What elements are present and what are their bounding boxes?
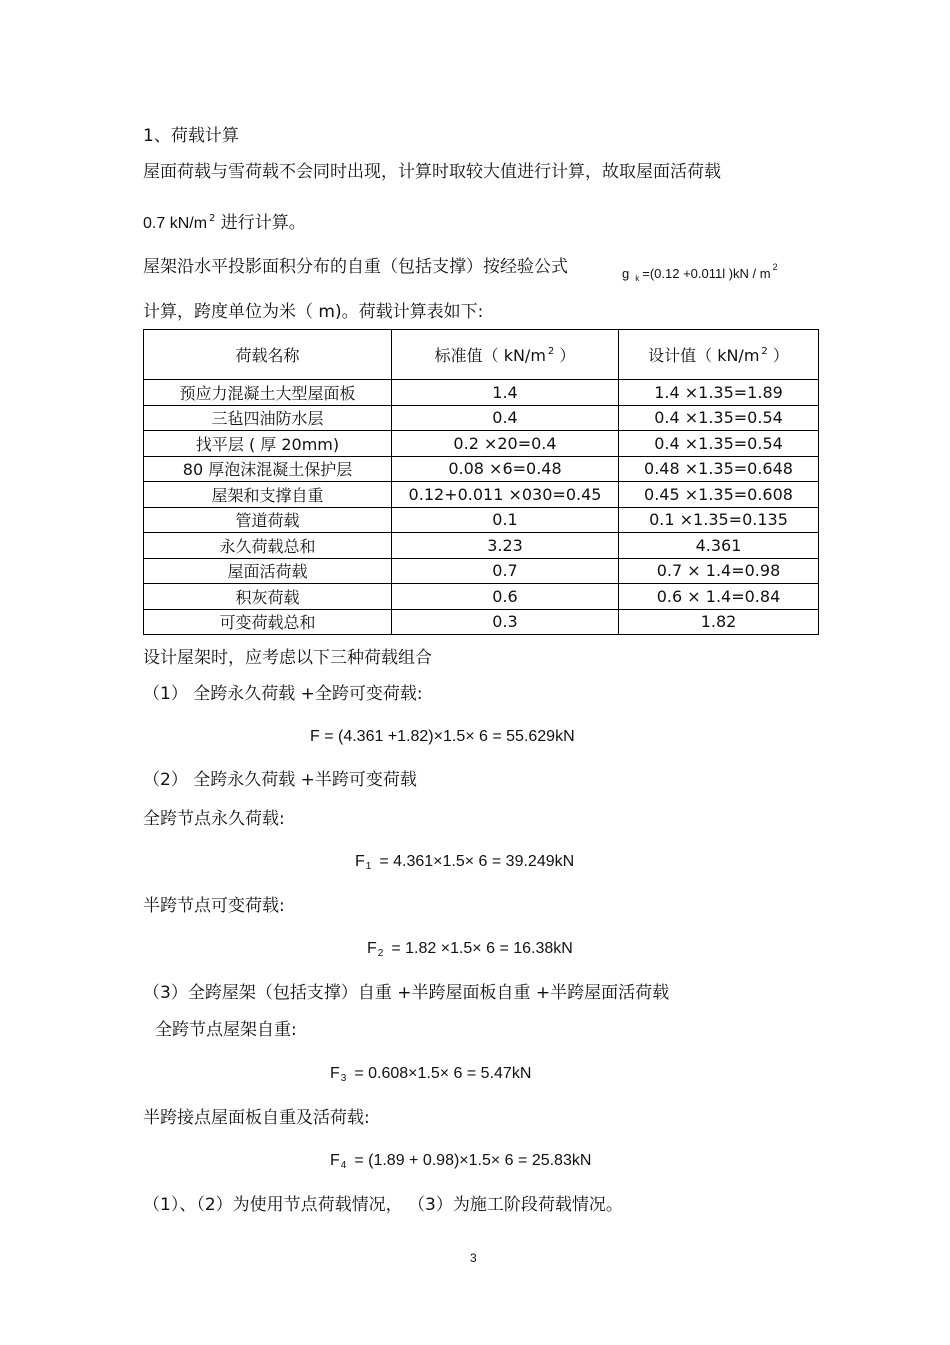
table-row <box>144 533 819 559</box>
cell-standard: 1.4 <box>392 380 619 406</box>
cell-name: 找平层 ( 厚 20mm) <box>144 431 392 457</box>
page-number: 3 <box>470 1251 477 1265</box>
formula-g: g <box>622 266 630 281</box>
equation-F3: $F_3 = 0.608\times 1.5\times 6 = 5.47kN$ <box>330 1065 532 1084</box>
full-span-truss-label: 全跨节点屋架自重: <box>155 1020 297 1040</box>
cell-name: 预应力混凝土大型屋面板 <box>144 380 392 406</box>
formula-body: =(0.12 +0.011l )kN / m <box>642 266 771 281</box>
cell-standard: 0.1 <box>392 507 619 533</box>
table-row <box>144 431 819 457</box>
cell-name: 永久荷载总和 <box>144 533 392 559</box>
equation-F3-subscript: 3 <box>340 1073 347 1084</box>
cell-design: 0.6 × 1.4=0.84 <box>619 584 819 610</box>
equation-F1: $F_1 = 4.361\times 1.5\times 6 = 39.249kN$ <box>355 853 575 872</box>
cell-name: 三毡四油防水层 <box>144 405 392 431</box>
closing-sentence: （1）、（2）为使用节点荷载情况， （3）为施工阶段荷载情况。 <box>143 1195 623 1215</box>
equation-F4: $F_4 = (1.89 + 0.98)\times 1.5\times 6 = 25.83kN$ <box>330 1152 592 1171</box>
table-header-row <box>144 330 819 380</box>
cell-standard: 0.3 <box>392 609 619 635</box>
header-load-name: 荷载名称 <box>144 330 392 380</box>
cell-name: 80 厚泡沫混凝土保护层 <box>144 456 392 482</box>
formula-intro-text: 屋架沿水平投影面积分布的自重（包括支撑）按经验公式 <box>143 257 568 277</box>
combo-2-heading: （2） 全跨永久荷载 +半跨可变荷载 <box>143 770 417 790</box>
cell-design: 0.4 ×1.35=0.54 <box>619 431 819 457</box>
table-row <box>144 507 819 533</box>
combo-3-heading: （3）全跨屋架（包括支撑）自重 +半跨屋面板自重 +半跨屋面活荷载 <box>143 983 670 1003</box>
cell-name: 屋面活荷载 <box>144 558 392 584</box>
table-row <box>144 558 819 584</box>
live-load-exponent: 2 <box>209 213 216 224</box>
equation-F4-subscript: 4 <box>340 1160 347 1171</box>
intro-paragraph-line2 <box>143 208 306 235</box>
cell-design: 0.45 ×1.35=0.608 <box>619 482 819 508</box>
cell-standard: 3.23 <box>392 533 619 559</box>
cell-standard: 0.12+0.011 ×030=0.45 <box>392 482 619 508</box>
table-row <box>144 405 819 431</box>
cell-standard: 0.08 ×6=0.48 <box>392 456 619 482</box>
table-intro-text: 计算，跨度单位为米（ m)。荷载计算表如下: <box>143 302 484 322</box>
load-calculation-table <box>143 329 819 635</box>
formula-sub-k: k <box>635 274 640 283</box>
combo-1-heading: （1） 全跨永久荷载 +全跨可变荷载: <box>143 684 423 704</box>
cell-name: 管道荷载 <box>144 507 392 533</box>
combo-intro: 设计屋架时，应考虑以下三种荷载组合 <box>143 648 432 668</box>
formula-exponent: 2 <box>772 262 778 272</box>
table-row <box>144 609 819 635</box>
half-span-panel-label: 半跨接点屋面板自重及活荷载: <box>143 1108 370 1128</box>
cell-design: 0.4 ×1.35=0.54 <box>619 405 819 431</box>
cell-standard: 0.7 <box>392 558 619 584</box>
cell-name: 可变荷载总和 <box>144 609 392 635</box>
table-row <box>144 482 819 508</box>
cell-design: 4.361 <box>619 533 819 559</box>
table-row <box>144 456 819 482</box>
intro-paragraph-line1: 屋面荷载与雪荷载不会同时出现，计算时取较大值进行计算，故取屋面活荷载 <box>143 162 721 182</box>
cell-standard: 0.4 <box>392 405 619 431</box>
half-span-variable-label: 半跨节点可变荷载: <box>143 896 285 916</box>
equation-F2: $F_2 = 1.82 \times 1.5\times 6 = 16.38kN$ <box>367 940 573 959</box>
cell-design: 1.82 <box>619 609 819 635</box>
table-row <box>144 380 819 406</box>
cell-design: 0.1 ×1.35=0.135 <box>619 507 819 533</box>
equation-F1-subscript: 1 <box>365 861 372 872</box>
cell-standard: 0.6 <box>392 584 619 610</box>
equation-F2-subscript: 2 <box>377 948 384 959</box>
table-row <box>144 584 819 610</box>
cell-standard: 0.2 ×20=0.4 <box>392 431 619 457</box>
cell-design: 0.48 ×1.35=0.648 <box>619 456 819 482</box>
cell-design: 0.7 × 1.4=0.98 <box>619 558 819 584</box>
live-load-value: 0.7 kN/m <box>143 215 208 232</box>
header-standard-value: 标准值（ kN/m $^2$ ） <box>392 330 619 380</box>
intro-line2-rest: 进行计算。 <box>215 213 306 233</box>
self-weight-formula <box>622 257 778 289</box>
cell-name: 积灰荷载 <box>144 584 392 610</box>
header-design-value: 设计值（ kN/m $^2$ ） <box>619 330 819 380</box>
cell-name: 屋架和支撑自重 <box>144 482 392 508</box>
equation-F: F = (4.361 +1.82)×1.5× 6 = 55.629kN <box>310 728 575 745</box>
full-span-permanent-label: 全跨节点永久荷载: <box>143 809 285 829</box>
section-heading: 1、荷载计算 <box>143 126 239 146</box>
cell-design: 1.4 ×1.35=1.89 <box>619 380 819 406</box>
